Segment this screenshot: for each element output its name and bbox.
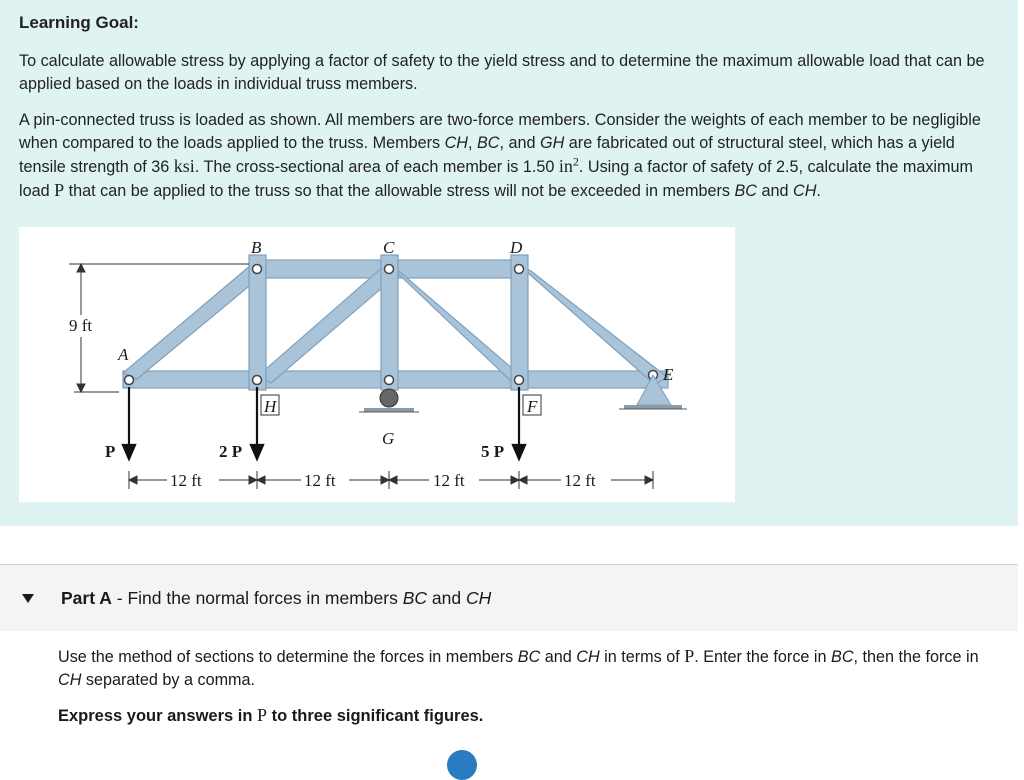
pin-c	[385, 265, 394, 274]
problem-statement: A pin-connected truss is loaded as shown. All members are two-force members. Consider the weights of each member to be negligible when compared to the loads applied to the truss. Members CH, BC, and GH are fabricated out of structural steel, which has a yield tensile strength of 36 ksi. The cross-sectional area of each member is 1.50 $in^2$. Using a factor of safety of 2.5, calculate the maximum load P that can be applied to the truss so that the allowable stress will not be exceeded in members BC and CH.	[19, 111, 981, 200]
joint-label-b: B	[251, 238, 262, 257]
pin-g	[385, 376, 394, 385]
joint-label-g: G	[382, 429, 395, 448]
joint-label-c: C	[383, 238, 395, 257]
load-2p: 2 P	[219, 442, 243, 461]
pin-d	[515, 265, 524, 274]
span-label-3: 12 ft	[433, 471, 465, 490]
truss-figure	[19, 227, 735, 502]
member-hc	[259, 265, 397, 383]
truss-members	[123, 255, 668, 390]
load-p: P	[105, 442, 116, 461]
roller-support-g	[359, 389, 419, 412]
joint-label-f: F	[527, 397, 538, 416]
pin-a	[125, 376, 134, 385]
load-5p: 5 P	[481, 442, 505, 461]
span-label-1: 12 ft	[170, 471, 202, 490]
span-label-2: 12 ft	[304, 471, 336, 490]
span-label-4: 12 ft	[564, 471, 596, 490]
joint-label-e: E	[663, 365, 674, 384]
unit-in: in	[558, 156, 573, 176]
unit-ksi: ksi	[173, 156, 195, 176]
variable-p: P	[54, 180, 65, 200]
member-cg	[381, 255, 398, 390]
learning-goal-paragraph: To calculate allowable stress by applying a factor of safety to the yield stress and to determine the maximum allowable load that can be applied based on the loads in individual truss members.	[19, 52, 985, 93]
toolbar-button-partial[interactable]	[447, 750, 477, 780]
pin-f	[515, 376, 524, 385]
member-cf	[389, 265, 527, 383]
member-bh	[249, 255, 266, 390]
member-df	[511, 255, 528, 390]
learning-goal-title: Learning Goal:	[19, 13, 139, 32]
load-arrows	[123, 387, 525, 459]
collapse-triangle-icon[interactable]	[22, 594, 34, 603]
part-a-title[interactable]: Part A - Find the normal forces in members BC and CH	[61, 588, 492, 608]
joint-label-h: H	[264, 397, 277, 416]
pin-b	[253, 265, 262, 274]
member-ab	[123, 265, 265, 379]
height-label: 9 ft	[69, 316, 93, 335]
joint-label-d: D	[510, 238, 523, 257]
joint-label-a: A	[118, 345, 129, 364]
express-answer-note: Express your answers in P to three significant figures.	[58, 705, 484, 725]
part-a-instructions: Use the method of sections to determine the forces in members BC and CH in terms of P. Enter the force in BC, then the force in CH separated by a comma.	[58, 646, 979, 689]
member-de	[519, 265, 667, 385]
pin-h	[253, 376, 262, 385]
